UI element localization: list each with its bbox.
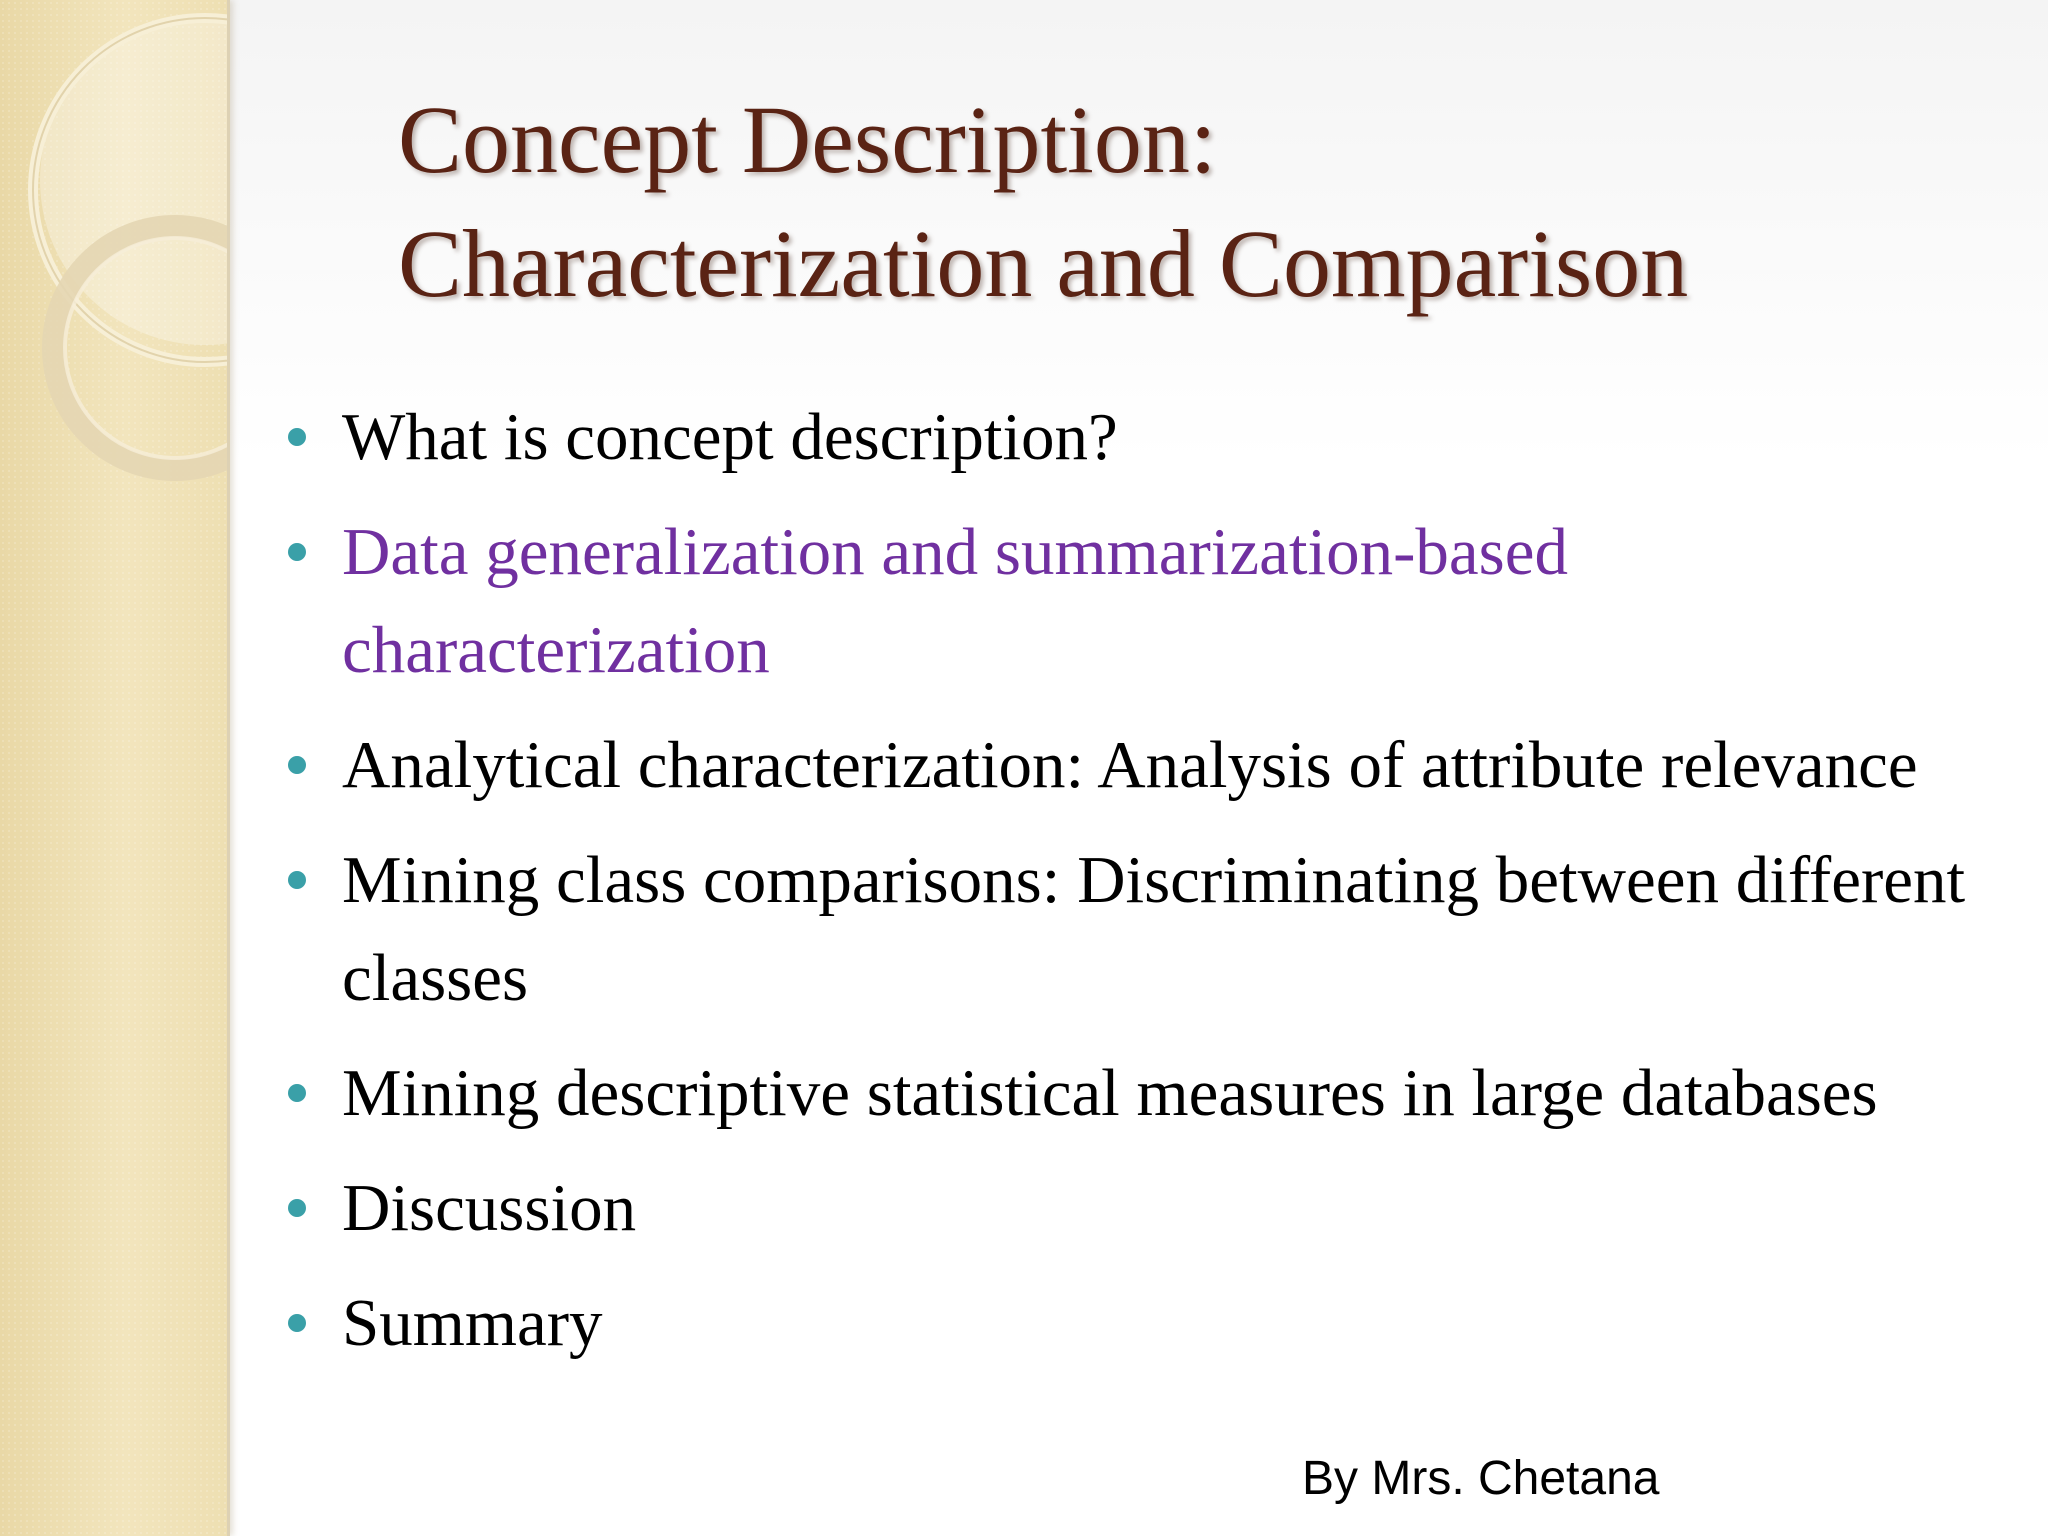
bullet-item-highlighted xyxy=(280,503,2000,699)
bullet-dot-icon xyxy=(288,756,306,774)
bullet-text: What is concept description? xyxy=(342,400,1118,474)
bullet-item xyxy=(280,1044,2000,1142)
bullet-dot-icon xyxy=(288,871,306,889)
bullet-text: Mining class comparisons: Discriminating between different classes xyxy=(342,843,1966,1015)
bullet-dot-icon xyxy=(288,1199,306,1217)
slide-title-line-2: Characterization and Comparison xyxy=(398,210,1689,317)
bullet-text: Discussion xyxy=(342,1171,637,1245)
bullet-item xyxy=(280,1159,2000,1257)
author-byline: By Mrs. Chetana xyxy=(1302,1452,1660,1505)
bullet-text: Summary xyxy=(342,1286,603,1360)
slide-title xyxy=(398,78,1958,326)
slide-title-line-1: Concept Description: xyxy=(398,86,1217,193)
bullet-dot-icon xyxy=(288,1084,306,1102)
decorative-rings-icon xyxy=(0,0,227,1536)
bullet-text: Mining descriptive statistical measures in large databases xyxy=(342,1056,1878,1130)
bullet-item xyxy=(280,716,2000,814)
bullet-item xyxy=(280,388,2000,486)
bullet-dot-icon xyxy=(288,543,306,561)
decorative-side-panel xyxy=(0,0,230,1536)
bullet-item xyxy=(280,831,2000,1027)
bullet-text: Analytical characterization: Analysis of attribute relevance xyxy=(342,728,1918,802)
bullet-item xyxy=(280,1274,2000,1372)
bullet-list xyxy=(280,388,2000,1389)
bullet-text: Data generalization and summarization-based characterization xyxy=(342,515,1568,687)
bullet-dot-icon xyxy=(288,428,306,446)
bullet-dot-icon xyxy=(288,1314,306,1332)
